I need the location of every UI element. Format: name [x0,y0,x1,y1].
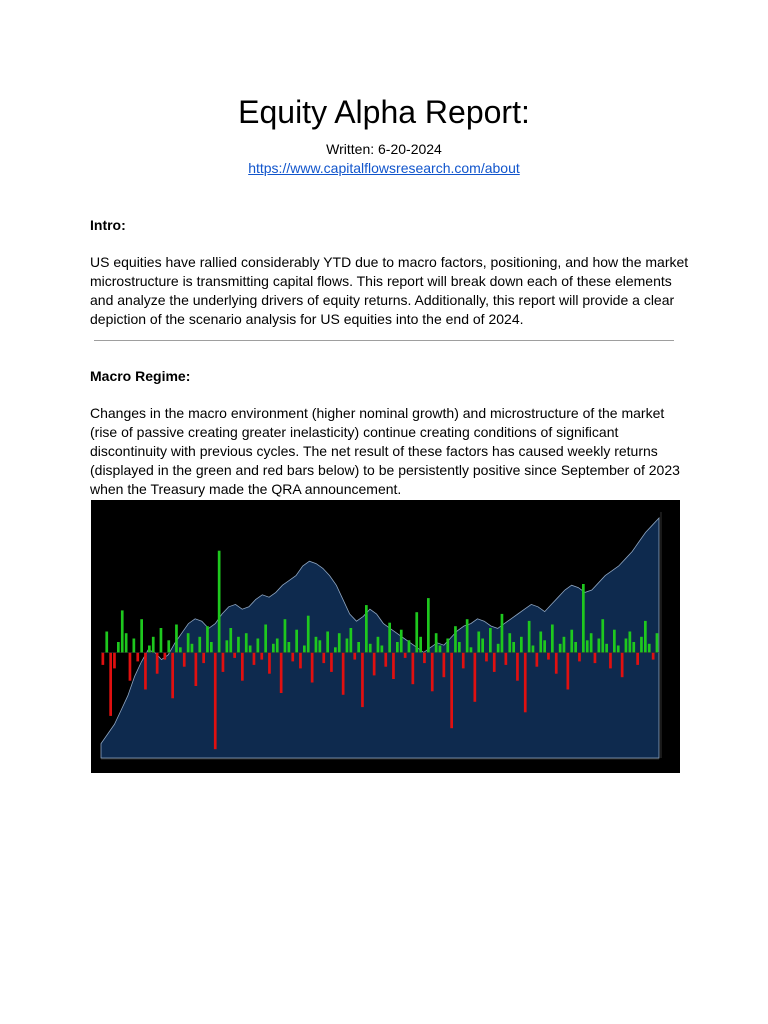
negative-return-bar [462,653,465,669]
negative-return-bar [636,653,639,665]
positive-return-bar [477,632,480,653]
about-link-line [0,160,768,176]
positive-return-bar [489,628,492,653]
positive-return-bar [396,642,399,653]
positive-return-bar [357,642,360,653]
positive-return-bar [570,630,573,653]
negative-return-bar [443,653,446,678]
negative-return-bar [373,653,376,676]
negative-return-bar [202,653,205,664]
document-title: Equity Alpha Report: [238,94,530,130]
positive-return-bar [133,639,136,653]
positive-return-bar [346,639,349,653]
positive-return-bar [105,632,108,653]
positive-return-bar [648,644,651,653]
positive-return-bar [586,640,589,652]
positive-return-bar [400,630,403,653]
negative-return-bar [505,653,508,665]
positive-return-bar [613,630,616,653]
negative-return-bar [404,653,407,658]
positive-return-bar [179,647,182,652]
negative-return-bar [353,653,356,660]
positive-return-bar [295,630,298,653]
positive-return-bar [512,642,515,653]
positive-return-bar [563,637,566,653]
positive-return-bar [439,646,442,653]
positive-return-bar [272,644,275,653]
positive-return-bar [334,647,337,652]
negative-return-bar [241,653,244,681]
negative-return-bar [233,653,236,658]
positive-return-bar [574,642,577,653]
positive-return-bar [629,632,632,653]
positive-return-bar [237,637,240,653]
negative-return-bar [311,653,314,683]
positive-return-bar [338,633,341,652]
positive-return-bar [625,639,628,653]
positive-return-bar [559,644,562,653]
positive-return-bar [117,642,120,653]
positive-return-bar [551,625,554,653]
negative-return-bar [567,653,570,690]
positive-return-bar [466,619,469,652]
negative-return-bar [183,653,186,667]
negative-return-bar [113,653,116,669]
positive-return-bar [617,646,620,653]
returns-chart-svg [91,500,680,773]
positive-return-bar [369,644,372,653]
positive-return-bar [160,628,163,653]
negative-return-bar [474,653,477,702]
negative-return-bar [594,653,597,664]
positive-return-bar [528,621,531,653]
positive-return-bar [140,619,143,652]
negative-return-bar [164,653,167,660]
negative-return-bar [609,653,612,669]
macro-heading: Macro Regime: [90,368,191,384]
positive-return-bar [307,616,310,653]
positive-return-bar [656,633,659,652]
positive-return-bar [175,625,178,653]
positive-return-bar [326,632,329,653]
positive-return-bar [644,621,647,653]
positive-return-bar [152,637,155,653]
positive-return-bar [388,623,391,653]
positive-return-bar [501,614,504,653]
negative-return-bar [423,653,426,664]
negative-return-bar [485,653,488,662]
negative-return-bar [280,653,283,693]
positive-return-bar [601,619,604,652]
positive-return-bar [381,646,384,653]
positive-return-bar [520,637,523,653]
negative-return-bar [322,653,325,664]
positive-return-bar [125,633,128,652]
negative-return-bar [361,653,364,708]
negative-return-bar [291,653,294,662]
positive-return-bar [532,646,535,653]
negative-return-bar [578,653,581,662]
negative-return-bar [214,653,217,750]
negative-return-bar [102,653,105,665]
negative-return-bar [171,653,174,699]
positive-return-bar [539,632,542,653]
negative-return-bar [156,653,159,674]
negative-return-bar [493,653,496,672]
positive-return-bar [427,598,430,653]
negative-return-bar [260,653,263,660]
negative-return-bar [536,653,539,667]
negative-return-bar [524,653,527,713]
positive-return-bar [319,640,322,652]
positive-return-bar [226,640,229,652]
negative-return-bar [144,653,147,690]
positive-return-bar [446,639,449,653]
positive-return-bar [249,646,252,653]
returns-chart [91,500,680,773]
positive-return-bar [543,640,546,652]
negative-return-bar [652,653,655,660]
negative-return-bar [342,653,345,695]
negative-return-bar [547,653,550,660]
positive-return-bar [365,605,368,652]
positive-return-bar [210,642,213,653]
negative-return-bar [555,653,558,674]
positive-return-bar [481,639,484,653]
positive-return-bar [454,626,457,652]
positive-return-bar [206,626,209,652]
positive-return-bar [187,633,190,652]
negative-return-bar [195,653,198,686]
positive-return-bar [508,633,511,652]
intro-heading: Intro: [90,217,126,233]
positive-return-bar [264,625,267,653]
positive-return-bar [284,619,287,652]
positive-return-bar [590,633,593,652]
positive-return-bar [229,628,232,653]
positive-return-bar [191,644,194,653]
positive-return-bar [497,644,500,653]
negative-return-bar [330,653,333,672]
positive-return-bar [632,642,635,653]
negative-return-bar [136,653,139,662]
intro-paragraph: US equities have rallied considerably YTD due to macro factors, positioning, and how the market microstructure is transmitting capital flows. This report will break down each of these elements and analyze the underlying drivers of equity returns. Additionally, this report will provide a clear depiction of the scenario analysis for US equities into the end of 2024. [90,254,689,327]
negative-return-bar [516,653,519,681]
positive-return-bar [640,637,643,653]
positive-return-bar [419,637,422,653]
positive-return-bar [435,633,438,652]
negative-return-bar [109,653,112,716]
negative-return-bar [392,653,395,679]
written-date: Written: 6-20-2024 [326,141,442,157]
positive-return-bar [245,633,248,652]
positive-return-bar [408,640,411,652]
negative-return-bar [621,653,624,678]
positive-return-bar [198,637,201,653]
positive-return-bar [470,647,473,652]
positive-return-bar [377,637,380,653]
positive-return-bar [605,644,608,653]
negative-return-bar [253,653,256,665]
negative-return-bar [450,653,453,729]
positive-return-bar [167,640,170,652]
positive-return-bar [121,610,124,652]
positive-return-bar [257,639,260,653]
section-divider [94,340,674,341]
macro-paragraph: Changes in the macro environment (higher nominal growth) and microstructure of the market (rise of passive creating greater inelasticity) continue creating conditions of significant discontinuity with previous cycles. The net result of these factors has caused weekly returns (displayed in the green and red bars below) to be persistently positive since September of 2023 when the Treasury made the QRA announcement. [90,405,680,497]
positive-return-bar [276,639,279,653]
negative-return-bar [412,653,415,685]
negative-return-bar [268,653,271,674]
negative-return-bar [384,653,387,667]
about-link[interactable]: https://www.capitalflowsresearch.com/about [248,160,520,176]
positive-return-bar [303,646,306,653]
positive-return-bar [458,642,461,653]
negative-return-bar [129,653,132,681]
negative-return-bar [222,653,225,672]
positive-return-bar [415,612,418,652]
positive-return-bar [315,637,318,653]
negative-return-bar [431,653,434,692]
positive-return-bar [148,646,151,653]
positive-return-bar [218,551,221,653]
positive-return-bar [582,584,585,653]
positive-return-bar [598,639,601,653]
positive-return-bar [350,628,353,653]
positive-return-bar [288,642,291,653]
negative-return-bar [299,653,302,669]
